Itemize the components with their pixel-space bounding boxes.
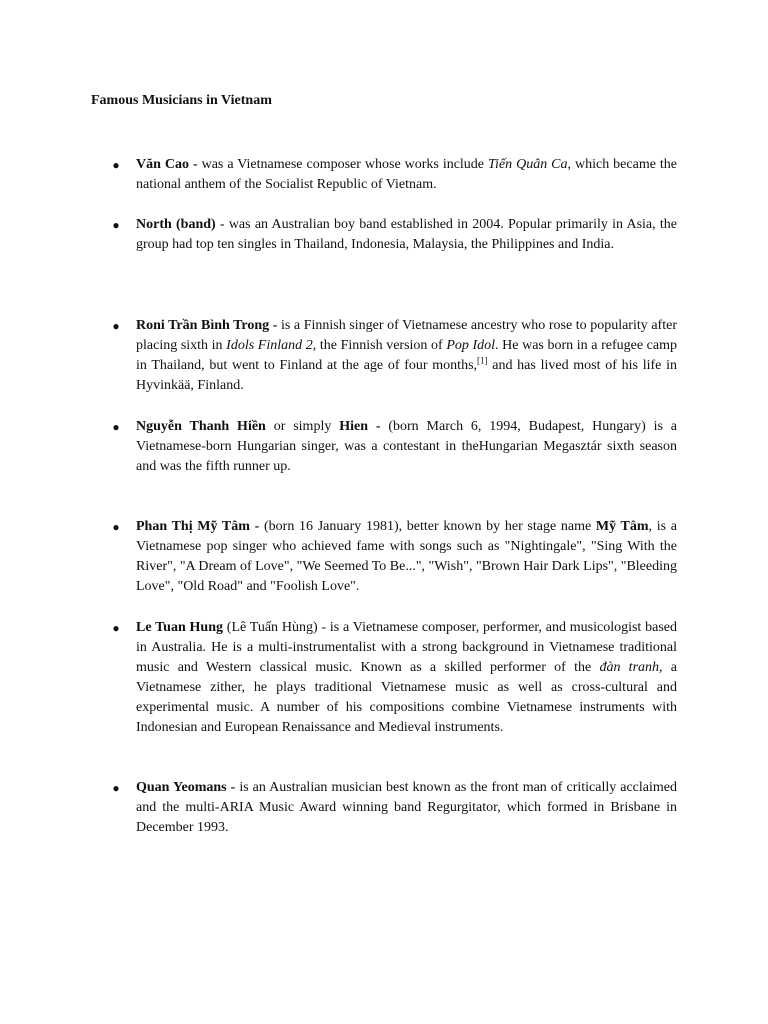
separator: - (367, 419, 389, 434)
musician-name: Nguyễn Thanh Hiền (136, 419, 266, 434)
list-item (112, 778, 677, 838)
entry-text: , is a Vietnamese pop singer who achieved fame with songs such as "Nightingale", "Sing With the River", "A Dream of Love", "We Seemed To Be...", "Wish", "Brown Hair Dark Lips", "Bleeding Love", "Old Road" and "Foolish Love". (136, 519, 678, 594)
musician-name: Le Tuan Hung (136, 620, 223, 635)
separator: - (269, 318, 281, 333)
entry-text: - was an Australian boy band established in 2004. Popular primarily in Asia, the group had top ten singles in Thailand, Indonesia, Malaysia, the Philippines and India. (136, 217, 677, 252)
entry-text: is a Finnish singer of Vietnamese ancestry who rose to popularity after placing sixth in (136, 318, 677, 353)
list-item (112, 215, 677, 255)
musician-name: Quan Yeomans (136, 780, 227, 795)
list-item (112, 517, 678, 597)
list-item (112, 316, 677, 396)
work-title: Tiến Quân Ca (488, 157, 568, 172)
list-item (112, 618, 677, 738)
entry-text: is an Australian musician best known as the front man of critically acclaimed and the multi-ARIA Music Award winning band Regurgitator, which formed in Brisbane in December 1993. (136, 780, 677, 835)
separator: - (226, 780, 240, 795)
entry-text: was a Vietnamese composer whose works include (201, 157, 488, 172)
bullet-icon: ● (112, 781, 120, 795)
musician-name: North (band) (136, 217, 216, 232)
work-title: Idols Finland 2 (226, 338, 313, 353)
list-item (112, 417, 678, 477)
bullet-icon: ● (112, 420, 120, 434)
entry-text: . He was born in a refugee camp in Thailand, but went to Finland at the age of four months, (136, 338, 677, 373)
musician-alias: Hien (339, 419, 368, 434)
separator: - (188, 157, 202, 172)
musician-name: Văn Cao (136, 157, 189, 172)
musician-name: Phan Thị Mỹ Tâm (136, 519, 250, 534)
separator: - (249, 519, 264, 534)
document-title: Famous Musicians in Vietnam (91, 93, 272, 108)
bullet-icon: ● (112, 621, 120, 635)
entry-text: , a Vietnamese zither, he plays traditional Vietnamese music as well as cross-cultural and experimental music. A number of his compositions combine Vietnamese instruments with Indonesian and European Renaissance and Medieval instruments. (136, 660, 677, 735)
instrument-name: đàn tranh (599, 660, 660, 675)
list-item (112, 155, 677, 195)
entry-text: or simply (265, 419, 340, 434)
entry-text: (born 16 January 1981), better known by her stage name (264, 519, 596, 534)
entry-text: and has lived most of his life in Hyvinkää, Finland. (136, 358, 677, 393)
bullet-icon: ● (112, 520, 120, 534)
bullet-icon: ● (112, 158, 120, 172)
reference-link[interactable]: [1] (477, 355, 488, 366)
entry-text: (born March 6, 1994, Budapest, Hungary) is a Vietnamese-born Hungarian singer, was a contestant in theHungarian Megasztár sixth season and was the fifth runner up. (136, 419, 678, 474)
entry-text: (Lê Tuấn Hùng) - is a Vietnamese composer, performer, and musicologist based in Australia. He is a multi-instrumentalist with a strong background in Vietnamese traditional music and Western classical music. Known as a skilled performer of the (136, 620, 677, 675)
bullet-icon: ● (112, 319, 120, 333)
entry-text: , the Finnish version of (312, 338, 447, 353)
stage-name: Mỹ Tâm (595, 519, 649, 534)
entry-text: , which became the national anthem of the Socialist Republic of Vietnam. (136, 157, 677, 192)
musician-name: Roni Trần Bình Trong (136, 318, 270, 333)
work-title: Pop Idol (446, 338, 496, 353)
bullet-icon: ● (112, 218, 120, 232)
